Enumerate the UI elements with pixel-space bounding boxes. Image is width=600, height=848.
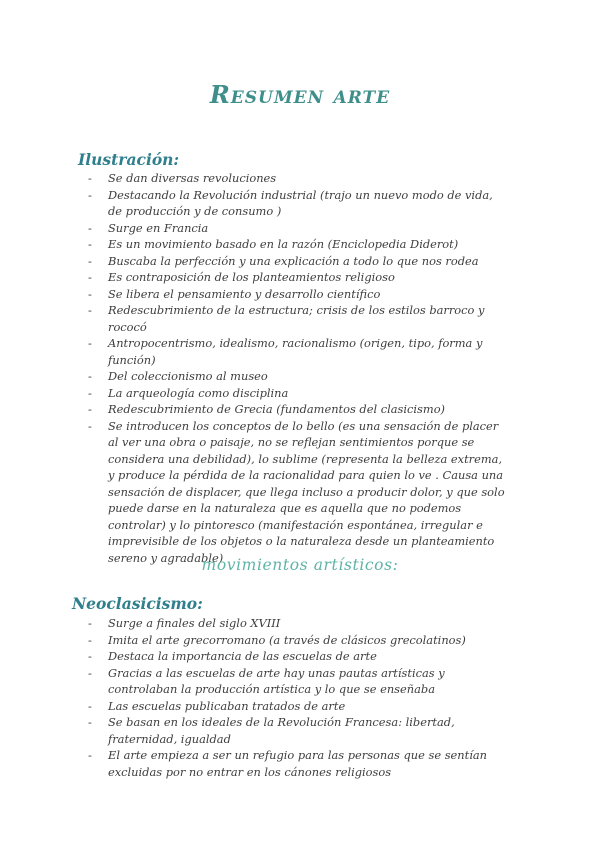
list-item: - Se dan diversas revoluciones xyxy=(88,170,508,187)
list-item: - Redescubrimiento de la estructura; crisis de los estilos barroco y rococó xyxy=(88,302,508,335)
neoclasicismo-list xyxy=(88,615,508,780)
list-item: - Se libera el pensamiento y desarrollo científico xyxy=(88,286,508,303)
neoclasicismo-heading: Neoclasicismo: xyxy=(72,594,203,613)
list-item: - Imita el arte grecorromano (a través de clásicos grecolatinos) xyxy=(88,632,508,649)
list-item: - Se introducen los conceptos de lo bello (es una sensación de placer al ver una obra o paisaje, no se reflejan sentimientos porque se considera una debilidad), lo sublime (representa la belleza extrema, y produce la pérdida de la racionalidad para quien lo ve . Causa una sensación de displacer, que llega incluso a producir dolor, y que solo puede darse en la naturaleza que es aquella que no podemos controlar) y lo pintoresco (manifestación espontánea, irregular e imprevisible de los objetos o la naturaleza desde un planteamiento sereno y agradable) xyxy=(88,418,508,567)
page-title: Resumen arte xyxy=(209,80,391,109)
list-item: - Antropocentrismo, idealismo, racionalismo (origen, tipo, forma y función) xyxy=(88,335,508,368)
list-item: - Gracias a las escuelas de arte hay unas pautas artísticas y controlaban la producción artística y lo que se enseñaba xyxy=(88,665,508,698)
list-item: - Surge a finales del siglo XVIII xyxy=(88,615,508,632)
list-item: - Se basan en los ideales de la Revolución Francesa: libertad, fraternidad, igualdad xyxy=(88,714,508,747)
list-item: - Destaca la importancia de las escuelas de arte xyxy=(88,648,508,665)
list-item: - Del coleccionismo al museo xyxy=(88,368,508,385)
list-item: - La arqueología como disciplina xyxy=(88,385,508,402)
list-item: - Es contraposición de los planteamientos religioso xyxy=(88,269,508,286)
list-item: - Destacando la Revolución industrial (trajo un nuevo modo de vida, de producción y de consumo ) xyxy=(88,187,508,220)
list-item: - El arte empieza a ser un refugio para las personas que se sentían excluidas por no entrar en los cánones religiosos xyxy=(88,747,508,780)
ilustracion-heading: Ilustración: xyxy=(78,150,180,169)
list-item: - Surge en Francia xyxy=(88,220,508,237)
list-item: - Buscaba la perfección y una explicación a todo lo que nos rodea xyxy=(88,253,508,270)
movimientos-heading: movimientos artísticos: xyxy=(201,556,399,574)
list-item: - Es un movimiento basado en la razón (Enciclopedia Diderot) xyxy=(88,236,508,253)
list-item: - Redescubrimiento de Grecia (fundamentos del clasicismo) xyxy=(88,401,508,418)
ilustracion-list xyxy=(88,170,508,566)
list-item: - Las escuelas publicaban tratados de arte xyxy=(88,698,508,715)
